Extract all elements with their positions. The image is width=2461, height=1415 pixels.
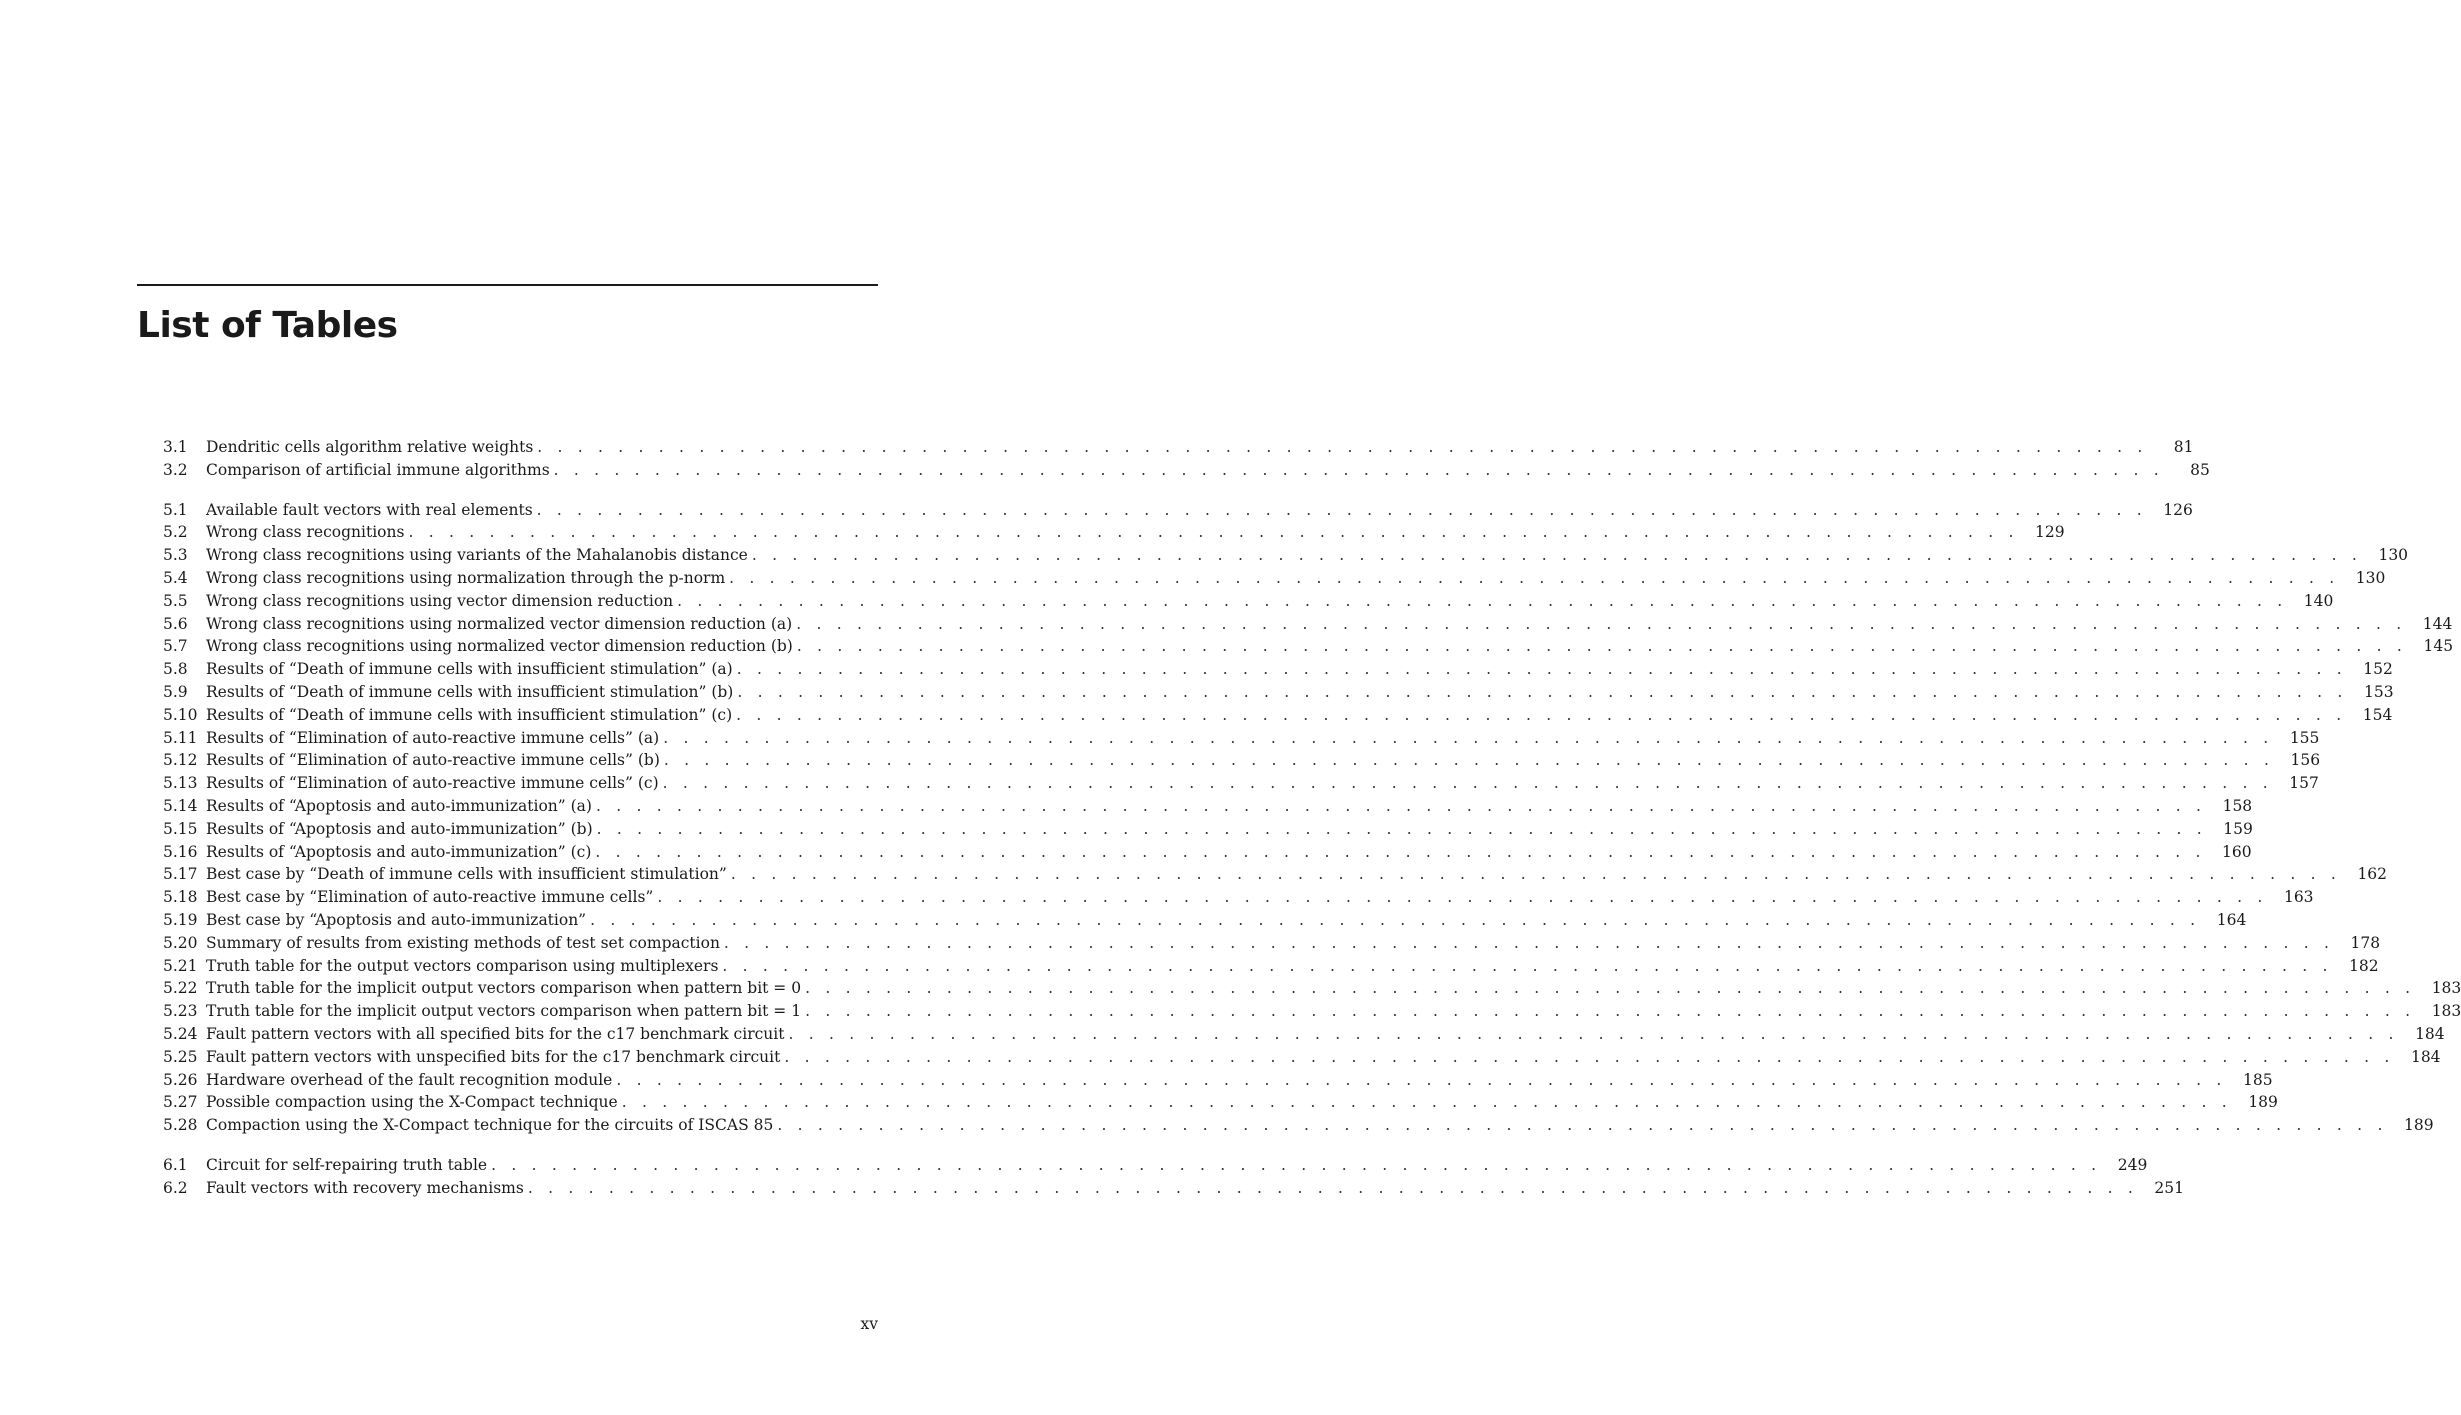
page-number: 189 bbox=[2248, 1093, 2278, 1112]
dot-leader: . . . . . . . . . . . . . . . . . . . . . . . . . . . . . . . . . . . . . . . . . . . . . . . . . . . . . . . . . . . . . . . . . . . . . . . . . . . . . . . . bbox=[491, 1155, 2102, 1174]
table-title: Comparison of artificial immune algorithms bbox=[206, 460, 550, 479]
dot-leader: . . . . . . . . . . . . . . . . . . . . . . . . . . . . . . . . . . . . . . . . . . . . . . . . . . . . . . . . . . . . . . . . . . . . . . . . . . . . . . . . bbox=[663, 728, 2274, 747]
table-entry[interactable] bbox=[163, 521, 2065, 544]
table-list bbox=[163, 436, 2461, 1200]
table-number: 5.28 bbox=[163, 1116, 198, 1135]
page-number: 153 bbox=[2363, 682, 2394, 701]
dot-leader: . . . . . . . . . . . . . . . . . . . . . . . . . . . . . . . . . . . . . . . . . . . . . . . . . . . . . . . . . . . . . . . . . . . . . . . . . . . . . . . . bbox=[730, 865, 2342, 884]
dot-leader: . . . . . . . . . . . . . . . . . . . . . . . . . . . . . . . . . . . . . . . . . . . . . . . . . . . . . . . . . . . . . . . . . . . . . . . . . . . . . . . . bbox=[527, 1178, 2139, 1197]
page-number: 164 bbox=[2216, 910, 2247, 929]
dot-leader: . . . . . . . . . . . . . . . . . . . . . . . . . . . . . . . . . . . . . . . . . . . . . . . . . . . . . . . . . . . . . . . . . . . . . . . . . . . . . . . . bbox=[736, 705, 2347, 724]
dot-leader: . . . . . . . . . . . . . . . . . . . . . . . . . . . . . . . . . . . . . . . . . . . . . . . . . . . . . . . . . . . . . . . . . . . . . . . . . . . . . . . . bbox=[736, 660, 2347, 679]
table-number: 5.26 bbox=[163, 1070, 198, 1089]
table-title: Results of “Elimination of auto-reactive immune cells” (b) bbox=[206, 751, 660, 770]
table-entry[interactable] bbox=[163, 704, 2393, 727]
table-group bbox=[163, 499, 2461, 1137]
table-title: Results of “Elimination of auto-reactive immune cells” (a) bbox=[206, 728, 660, 747]
table-entry[interactable] bbox=[163, 459, 2210, 482]
table-title: Results of “Elimination of auto-reactive immune cells” (c) bbox=[206, 774, 659, 793]
page-number: 160 bbox=[2222, 842, 2252, 861]
page-number: 140 bbox=[2303, 591, 2334, 610]
table-number: 6.1 bbox=[163, 1155, 188, 1174]
table-title: Wrong class recognitions using normalization through the p-norm bbox=[206, 568, 726, 587]
table-entry[interactable] bbox=[163, 886, 2314, 909]
table-title: Dendritic cells algorithm relative weights bbox=[206, 438, 534, 456]
page-number: 126 bbox=[2163, 500, 2193, 519]
dot-leader: . . . . . . . . . . . . . . . . . . . . . . . . . . . . . . . . . . . . . . . . . . . . . . . . . . . . . . . . . . . . . . . . . . . . . . . . . . . . . . . . bbox=[805, 1002, 2416, 1021]
table-entry[interactable] bbox=[163, 818, 2253, 841]
table-entry[interactable] bbox=[163, 772, 2319, 795]
table-title: Best case by “Elimination of auto-reactive immune cells” bbox=[206, 888, 654, 907]
table-number: 5.14 bbox=[163, 796, 198, 815]
table-entry[interactable] bbox=[163, 658, 2393, 681]
table-number: 5.22 bbox=[163, 979, 198, 998]
table-number: 5.9 bbox=[163, 682, 188, 701]
table-number: 5.24 bbox=[163, 1024, 198, 1043]
table-number: 5.18 bbox=[163, 888, 198, 907]
dot-leader: . . . . . . . . . . . . . . . . . . . . . . . . . . . . . . . . . . . . . . . . . . . . . . . . . . . . . . . . . . . . . . . . . . . . . . . . . . . . . . . . bbox=[596, 819, 2207, 838]
table-entry[interactable] bbox=[163, 567, 2386, 590]
dot-leader: . . . . . . . . . . . . . . . . . . . . . . . . . . . . . . . . . . . . . . . . . . . . . . . . . . . . . . . . . . . . . . . . . . . . . . . . . . . . . . . . bbox=[796, 637, 2408, 656]
table-entry[interactable] bbox=[163, 1091, 2278, 1114]
table-title: Best case by “Death of immune cells with insufficient stimulation” bbox=[206, 865, 727, 884]
table-number: 5.20 bbox=[163, 933, 198, 952]
table-title: Best case by “Apoptosis and auto-immunization” bbox=[206, 910, 587, 929]
table-entry[interactable] bbox=[163, 1000, 2461, 1023]
table-title: Available fault vectors with real elements bbox=[206, 500, 533, 519]
page-number: 183 bbox=[2431, 979, 2461, 998]
table-group bbox=[163, 1154, 2185, 1200]
table-number: 5.3 bbox=[163, 546, 188, 565]
table-entry[interactable] bbox=[163, 613, 2453, 636]
table-title: Results of “Death of immune cells with insufficient stimulation” (a) bbox=[206, 660, 733, 679]
table-entry[interactable] bbox=[163, 1046, 2441, 1069]
table-entry[interactable] bbox=[163, 436, 2194, 459]
table-entry[interactable] bbox=[163, 681, 2394, 704]
table-number: 5.8 bbox=[163, 660, 188, 679]
page-number: 185 bbox=[2242, 1070, 2273, 1089]
heading-rule bbox=[137, 284, 878, 286]
dot-leader: . . . . . . . . . . . . . . . . . . . . . . . . . . . . . . . . . . . . . . . . . . . . . . . . . . . . . . . . . . . . . . . . . . . . . . . . . . . . . . . . bbox=[662, 774, 2273, 793]
page-number: 183 bbox=[2431, 1002, 2461, 1021]
table-title: Possible compaction using the X-Compact technique bbox=[206, 1093, 618, 1112]
page-number: 129 bbox=[2035, 523, 2065, 542]
page-number: 249 bbox=[2117, 1155, 2148, 1174]
page-number: 184 bbox=[2415, 1024, 2445, 1043]
table-number: 5.17 bbox=[163, 865, 198, 884]
dot-leader: . . . . . . . . . . . . . . . . . . . . . . . . . . . . . . . . . . . . . . . . . . . . . . . . . . . . . . . . . . . . . . . . . . . . . . . . . . . . . . . . bbox=[408, 523, 2019, 542]
page-number: 130 bbox=[2378, 546, 2409, 565]
table-entry[interactable] bbox=[163, 499, 2193, 522]
page-number: 144 bbox=[2422, 614, 2453, 633]
table-title: Results of “Death of immune cells with insufficient stimulation” (c) bbox=[206, 705, 733, 724]
table-number: 5.6 bbox=[163, 614, 188, 633]
page-number: 158 bbox=[2222, 796, 2253, 815]
table-entry[interactable] bbox=[163, 955, 2379, 978]
page-title: List of Tables bbox=[137, 305, 398, 346]
table-title: Wrong class recognitions using variants of the Mahalanobis distance bbox=[206, 546, 748, 565]
table-title: Compaction using the X-Compact technique for the circuits of ISCAS 85 bbox=[206, 1116, 774, 1135]
table-title: Wrong class recognitions using normalized vector dimension reduction (a) bbox=[206, 614, 793, 633]
table-title: Truth table for the output vectors comparison using multiplexers bbox=[206, 956, 719, 975]
table-number: 5.16 bbox=[163, 842, 198, 861]
dot-leader: . . . . . . . . . . . . . . . . . . . . . . . . . . . . . . . . . . . . . . . . . . . . . . . . . . . . . . . . . . . . . . . . . . . . . . . . . . . . . . . . bbox=[751, 546, 2363, 565]
dot-leader: . . . . . . . . . . . . . . . . . . . . . . . . . . . . . . . . . . . . . . . . . . . . . . . . . . . . . . . . . . . . . . . . . . . . . . . . . . . . . . . . bbox=[616, 1070, 2227, 1089]
dot-leader: . . . . . . . . . . . . . . . . . . . . . . . . . . . . . . . . . . . . . . . . . . . . . . . . . . . . . . . . . . . . . . . . . . . . . . . . . . . . . . . . bbox=[595, 842, 2206, 861]
page-number: 81 bbox=[2173, 438, 2194, 456]
table-entry[interactable] bbox=[163, 841, 2252, 864]
table-entry[interactable] bbox=[163, 590, 2334, 613]
table-number: 5.4 bbox=[163, 568, 188, 587]
page-number: 182 bbox=[2349, 956, 2379, 975]
table-entry[interactable] bbox=[163, 544, 2409, 567]
table-number: 5.5 bbox=[163, 591, 188, 610]
table-entry[interactable] bbox=[163, 1023, 2445, 1046]
table-number: 3.1 bbox=[163, 438, 188, 456]
dot-leader: . . . . . . . . . . . . . . . . . . . . . . . . . . . . . . . . . . . . . . . . . . . . . . . . . . . . . . . . . . . . . . . . . . . . . . . . . . . . . . . . bbox=[796, 614, 2407, 633]
dot-leader: . . . . . . . . . . . . . . . . . . . . . . . . . . . . . . . . . . . . . . . . . . . . . . . . . . . . . . . . . . . . . . . . . . . . . . . . . . . . . . . . bbox=[663, 751, 2275, 770]
page-number: 154 bbox=[2362, 705, 2393, 724]
table-entry[interactable] bbox=[163, 909, 2247, 932]
page-number: 155 bbox=[2289, 728, 2320, 747]
table-title: Truth table for the implicit output vectors comparison when pattern bit = 0 bbox=[206, 979, 802, 998]
page-number: 152 bbox=[2363, 660, 2393, 679]
table-number: 6.2 bbox=[163, 1178, 188, 1197]
table-number: 5.27 bbox=[163, 1093, 198, 1112]
dot-leader: . . . . . . . . . . . . . . . . . . . . . . . . . . . . . . . . . . . . . . . . . . . . . . . . . . . . . . . . . . . . . . . . . . . . . . . . . . . . . . . . bbox=[621, 1093, 2232, 1112]
table-entry[interactable] bbox=[163, 1069, 2273, 1092]
page-number: 159 bbox=[2223, 819, 2253, 838]
table-title: Fault pattern vectors with all specified bits for the c17 benchmark circuit bbox=[206, 1024, 785, 1043]
table-title: Fault vectors with recovery mechanisms bbox=[206, 1178, 524, 1197]
table-number: 3.2 bbox=[163, 460, 188, 479]
table-entry[interactable] bbox=[163, 749, 2321, 772]
table-title: Results of “Apoptosis and auto-immunization” (a) bbox=[206, 796, 592, 815]
dot-leader: . . . . . . . . . . . . . . . . . . . . . . . . . . . . . . . . . . . . . . . . . . . . . . . . . . . . . . . . . . . . . . . . . . . . . . . . . . . . . . . . bbox=[677, 591, 2288, 610]
dot-leader: . . . . . . . . . . . . . . . . . . . . . . . . . . . . . . . . . . . . . . . . . . . . . . . . . . . . . . . . . . . . . . . . . . . . . . . . . . . . . . . . bbox=[784, 1047, 2395, 1066]
table-title: Truth table for the implicit output vectors comparison when pattern bit = 1 bbox=[206, 1002, 802, 1021]
table-entry[interactable] bbox=[163, 795, 2253, 818]
dot-leader: . . . . . . . . . . . . . . . . . . . . . . . . . . . . . . . . . . . . . . . . . . . . . . . . . . . . . . . . . . . . . . . . . . . . . . . . . . . . . . . . bbox=[777, 1116, 2388, 1135]
table-title: Results of “Death of immune cells with insufficient stimulation” (b) bbox=[206, 682, 734, 701]
dot-leader: . . . . . . . . . . . . . . . . . . . . . . . . . . . . . . . . . . . . . . . . . . . . . . . . . . . . . . . . . . . . . . . . . . . . . . . . . . . . . . . . bbox=[536, 500, 2147, 519]
table-number: 5.21 bbox=[163, 956, 198, 975]
table-title: Wrong class recognitions bbox=[206, 523, 405, 542]
page-number: 163 bbox=[2283, 888, 2314, 907]
table-entry[interactable] bbox=[163, 1114, 2434, 1137]
table-entry[interactable] bbox=[163, 727, 2320, 750]
dot-leader: . . . . . . . . . . . . . . . . . . . . . . . . . . . . . . . . . . . . . . . . . . . . . . . . . . . . . . . . . . . . . . . . . . . . . . . . . . . . . . . . bbox=[590, 910, 2201, 929]
table-number: 5.1 bbox=[163, 500, 188, 519]
page-number: 178 bbox=[2350, 933, 2381, 952]
table-number: 5.12 bbox=[163, 751, 198, 770]
table-title: Results of “Apoptosis and auto-immunization” (b) bbox=[206, 819, 593, 838]
page-number: 189 bbox=[2403, 1116, 2434, 1135]
table-number: 5.15 bbox=[163, 819, 198, 838]
table-number: 5.10 bbox=[163, 705, 198, 724]
table-number: 5.11 bbox=[163, 728, 198, 747]
table-entry[interactable] bbox=[163, 977, 2461, 1000]
dot-leader: . . . . . . . . . . . . . . . . . . . . . . . . . . . . . . . . . . . . . . . . . . . . . . . . . . . . . . . . . . . . . . . . . . . . . . . . . . . . . . . . bbox=[805, 979, 2416, 998]
table-group bbox=[163, 436, 2210, 482]
page-number: 184 bbox=[2410, 1047, 2441, 1066]
table-title: Hardware overhead of the fault recognition module bbox=[206, 1070, 613, 1089]
table-entry[interactable] bbox=[163, 863, 2388, 886]
table-title: Summary of results from existing methods of test set compaction bbox=[206, 933, 720, 952]
table-number: 5.25 bbox=[163, 1047, 198, 1066]
page-number: 130 bbox=[2355, 568, 2386, 587]
table-entry[interactable] bbox=[163, 932, 2381, 955]
page-number: 157 bbox=[2289, 774, 2319, 793]
dot-leader: . . . . . . . . . . . . . . . . . . . . . . . . . . . . . . . . . . . . . . . . . . . . . . . . . . . . . . . . . . . . . . . . . . . . . . . . . . . . . . . . bbox=[729, 568, 2340, 587]
table-entry[interactable] bbox=[163, 635, 2454, 658]
table-number: 5.23 bbox=[163, 1002, 198, 1021]
table-title: Circuit for self-repairing truth table bbox=[206, 1155, 488, 1174]
page-number: 85 bbox=[2190, 460, 2210, 479]
table-title: Wrong class recognitions using normalized vector dimension reduction (b) bbox=[206, 637, 793, 656]
dot-leader: . . . . . . . . . . . . . . . . . . . . . . . . . . . . . . . . . . . . . . . . . . . . . . . . . . . . . . . . . . . . . . . . . . . . . . . . . . . . . . . . bbox=[595, 796, 2207, 815]
table-number: 5.7 bbox=[163, 637, 188, 656]
page-number: 156 bbox=[2290, 751, 2321, 770]
table-title: Fault pattern vectors with unspecified bits for the c17 benchmark circuit bbox=[206, 1047, 781, 1066]
table-number: 5.13 bbox=[163, 774, 198, 793]
dot-leader: . . . . . . . . . . . . . . . . . . . . . . . . . . . . . . . . . . . . . . . . . . . . . . . . . . . . . . . . . . . . . . . . . . . . . . . . . . . . . . . . bbox=[723, 933, 2335, 952]
page-number: 145 bbox=[2423, 637, 2454, 656]
dot-leader: . . . . . . . . . . . . . . . . . . . . . . . . . . . . . . . . . . . . . . . . . . . . . . . . . . . . . . . . . . . . . . . . . . . . . . . . . . . . . . . . bbox=[657, 888, 2268, 907]
table-entry[interactable] bbox=[163, 1154, 2148, 1177]
page-folio: xv bbox=[860, 1315, 878, 1333]
table-title: Results of “Apoptosis and auto-immunization” (c) bbox=[206, 842, 592, 861]
table-number: 5.19 bbox=[163, 910, 198, 929]
table-entry[interactable] bbox=[163, 1177, 2185, 1200]
table-title: Wrong class recognitions using vector dimension reduction bbox=[206, 591, 674, 610]
dot-leader: . . . . . . . . . . . . . . . . . . . . . . . . . . . . . . . . . . . . . . . . . . . . . . . . . . . . . . . . . . . . . . . . . . . . . . . . . . . . . . . . bbox=[737, 682, 2348, 701]
dot-leader: . . . . . . . . . . . . . . . . . . . . . . . . . . . . . . . . . . . . . . . . . . . . . . . . . . . . . . . . . . . . . . . . . . . . . . . . . . . . . . . . bbox=[722, 956, 2333, 975]
dot-leader: . . . . . . . . . . . . . . . . . . . . . . . . . . . . . . . . . . . . . . . . . . . . . . . . . . . . . . . . . . . . . . . . . . . . . . . . . . . . . . . . bbox=[553, 460, 2164, 479]
page-number: 251 bbox=[2154, 1178, 2185, 1197]
page-number: 162 bbox=[2357, 865, 2388, 884]
table-number: 5.2 bbox=[163, 523, 188, 542]
dot-leader: . . . . . . . . . . . . . . . . . . . . . . . . . . . . . . . . . . . . . . . . . . . . . . . . . . . . . . . . . . . . . . . . . . . . . . . . . . . . . . . . bbox=[788, 1024, 2399, 1043]
dot-leader: . . . . . . . . . . . . . . . . . . . . . . . . . . . . . . . . . . . . . . . . . . . . . . . . . . . . . . . . . . . . . . . . . . . . . . . . . . . . . . . . bbox=[537, 438, 2148, 456]
